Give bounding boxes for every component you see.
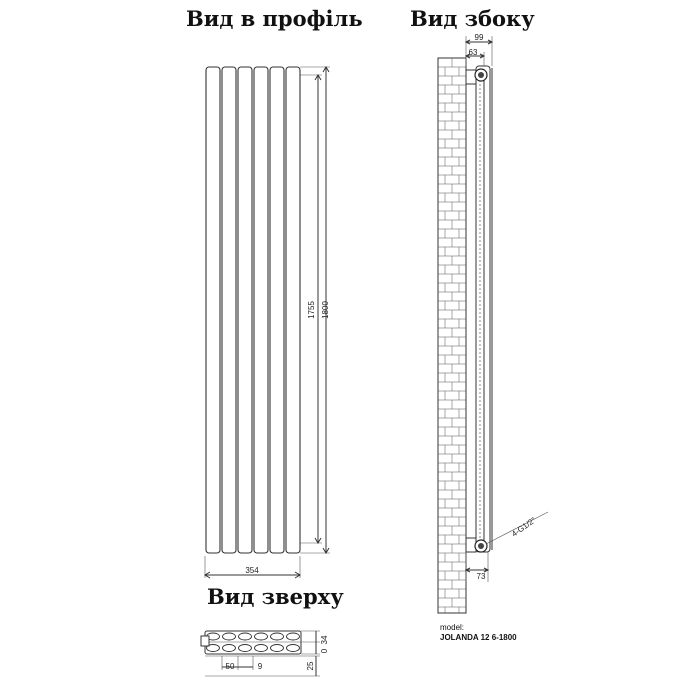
radiator-panel: [238, 67, 252, 553]
dim-label-354: 354: [245, 566, 259, 575]
top-view-tube: [287, 633, 300, 640]
top-view: [201, 631, 329, 676]
dimension-height-inner: [300, 75, 322, 543]
side-view: [438, 33, 548, 642]
dimension-top-pitch: [222, 656, 263, 671]
top-view-tube: [255, 645, 268, 652]
dim-label-connection: 4-G1/2": [509, 515, 538, 539]
top-view-tube: [223, 645, 236, 652]
model-label: model:: [440, 623, 465, 632]
front-view: [205, 67, 330, 578]
top-view-tube: [271, 633, 284, 640]
top-view-tube: [255, 633, 268, 640]
dim-label-99: 99: [474, 33, 484, 42]
radiator-panel: [270, 67, 284, 553]
dim-label-0: 0: [320, 648, 329, 654]
dimension-top-depth: [301, 631, 329, 654]
title-top-view: Вид зверху: [207, 584, 344, 609]
top-view-tube: [239, 633, 252, 640]
radiator-panel: [286, 67, 300, 553]
dim-label-73: 73: [476, 572, 486, 581]
title-profile-view: Вид в профіль: [186, 6, 363, 31]
top-view-tube: [287, 645, 300, 652]
radiator-panels: [206, 67, 300, 553]
connection-leader: [486, 512, 548, 544]
dim-label-1800: 1800: [321, 301, 330, 319]
top-view-tube: [271, 645, 284, 652]
dim-label-1755: 1755: [307, 301, 316, 319]
top-view-tube: [239, 645, 252, 652]
dimension-depth-inner: [466, 48, 484, 66]
dim-label-34: 34: [320, 635, 329, 645]
model-name: JOLANDA 12 6-1800: [440, 633, 517, 642]
dimension-offset-bottom: [466, 552, 488, 582]
dim-label-63: 63: [468, 48, 478, 57]
dimension-width: [205, 556, 300, 578]
left-valve-icon: [201, 636, 209, 646]
brick-wall: [438, 58, 466, 613]
radiator-panel: [206, 67, 220, 553]
dim-label-25: 25: [306, 661, 315, 671]
radiator-side-profile: [466, 66, 492, 552]
title-side-view: Вид збоку: [410, 6, 535, 31]
dim-label-9: 9: [257, 662, 263, 671]
radiator-panel: [222, 67, 236, 553]
radiator-panel: [254, 67, 268, 553]
dim-label-50: 50: [225, 662, 235, 671]
top-view-tube: [223, 633, 236, 640]
